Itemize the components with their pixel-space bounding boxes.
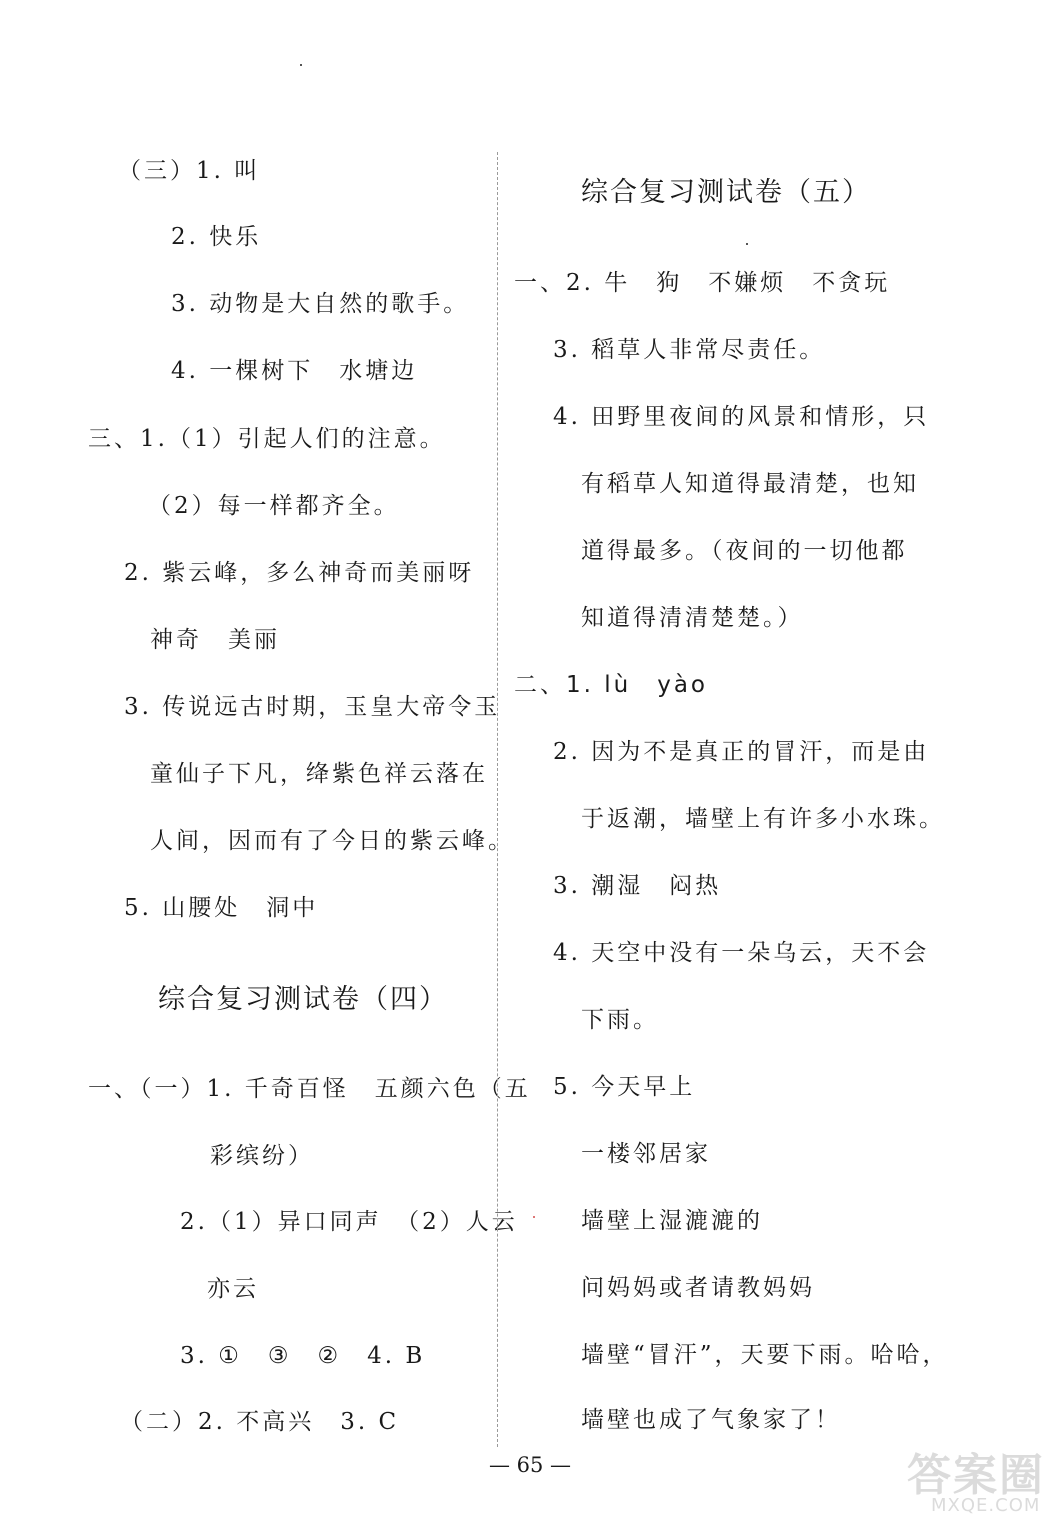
right-line-5: 道得最多。（夜间的一切他都 (581, 538, 908, 564)
left-line-2: 2. 快乐 (171, 224, 262, 250)
left-line-12: 5. 山腰处 洞中 (124, 895, 319, 921)
scan-speck (533, 1216, 535, 1218)
column-divider (497, 152, 498, 1447)
left-line-3: 3. 动物是大自然的歌手。 (171, 291, 470, 317)
right-line-17: 墙壁“冒汗”，天要下雨。哈哈， (581, 1342, 949, 1368)
left-line-1: （三）1. 叫 (118, 158, 261, 184)
right-line-15: 墙壁上湿漉漉的 (581, 1208, 763, 1234)
right-line-3: 4. 田野里夜间的风景和情形，只 (553, 404, 930, 430)
section-title-4: 综合复习测试卷（四） (158, 984, 448, 1015)
right-line-2: 3. 稻草人非常尽责任。 (553, 337, 826, 363)
scan-speck (746, 243, 748, 245)
left-line-5: 三、1.（1）引起人们的注意。 (88, 426, 446, 452)
right-line-14: 一楼邻居家 (581, 1141, 711, 1167)
left-section-line-3: 2.（1）异口同声 （2）人云 (180, 1209, 518, 1235)
left-line-10: 童仙子下凡，绛紫色祥云落在 (150, 761, 488, 787)
right-line-1: 一、2. 牛 狗 不嫌烦 不贪玩 (514, 270, 891, 296)
right-line-13: 5. 今天早上 (553, 1074, 696, 1100)
left-section-line-4: 亦云 (207, 1276, 259, 1302)
watermark-logo (901, 1435, 1051, 1525)
right-line-10: 3. 潮湿 闷热 (553, 873, 722, 899)
left-line-8: 神奇 美丽 (150, 627, 280, 653)
right-line-18: 墙壁也成了气象家了！ (581, 1407, 841, 1433)
left-section-line-6: （二）2. 不高兴 3. C (120, 1409, 400, 1435)
right-line-11: 4. 天空中没有一朵乌云，天不会 (553, 940, 930, 966)
left-line-9: 3. 传说远古时期，玉皇大帝令玉 (124, 694, 501, 720)
left-line-7: 2. 紫云峰，多么神奇而美丽呀 (124, 560, 475, 586)
scan-speck (300, 64, 302, 66)
watermark-text-top: 答案圈 (907, 1450, 1045, 1501)
right-line-6: 知道得清清楚楚。） (581, 605, 804, 631)
left-line-4: 4. 一棵树下 水塘边 (171, 358, 418, 384)
left-line-6: （2）每一样都齐全。 (148, 493, 400, 519)
left-section-line-5: 3. ① ③ ② 4. B (180, 1343, 426, 1369)
left-line-11: 人间，因而有了今日的紫云峰。 (150, 828, 514, 854)
right-line-12: 下雨。 (581, 1007, 659, 1033)
left-section-line-1: 一、（一）1. 千奇百怪 五颜六色（五 (88, 1076, 531, 1102)
right-line-8: 2. 因为不是真正的冒汗，而是由 (553, 739, 930, 765)
page-number: — 65 — (488, 1453, 572, 1477)
right-line-9: 于返潮，墙壁上有许多小水珠。 (581, 806, 945, 832)
watermark-text-bottom: MXQE.COM (931, 1495, 1041, 1516)
left-section-line-2: 彩缤纷） (210, 1143, 314, 1169)
section-title-5: 综合复习测试卷（五） (581, 177, 871, 208)
right-line-4: 有稻草人知道得最清楚，也知 (581, 471, 919, 497)
right-line-7: 二、1. lù yào (514, 672, 708, 698)
right-line-16: 问妈妈或者请教妈妈 (581, 1275, 815, 1301)
